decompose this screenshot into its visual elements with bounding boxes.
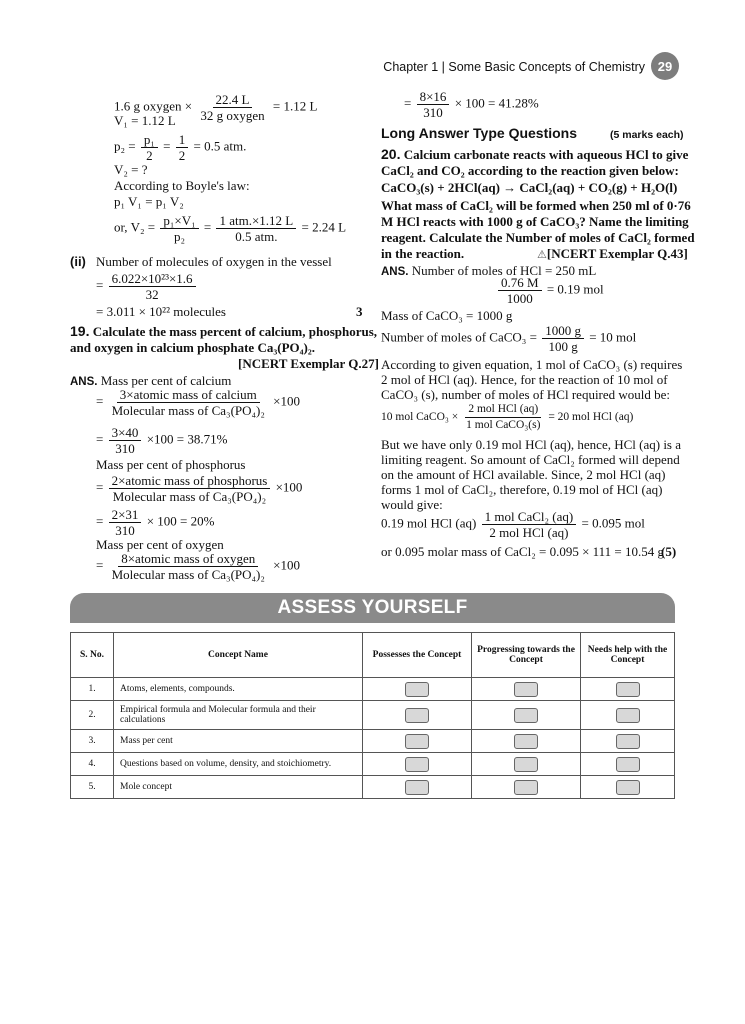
cell-progressing (472, 730, 581, 753)
v1-line: V₁ = 1.12 L (114, 113, 176, 128)
q20-answer: ANS. Number of moles of HCl = 250 mL (381, 263, 597, 278)
boyle-eq: p₁ V₁ = p₁ V₂ (114, 194, 184, 209)
para1-line-2: 2 mol of HCl (aq). Hence, for the reaction of 10 mol of (381, 372, 668, 387)
q19-line-1: 19. Calculate the mass percent of calcium, phosphorus, (70, 323, 378, 339)
or-v2-line: or, V₂ = $\frac{\text{p₁×V₁}}{\text{p₂}}$ = $\frac{\text{1 atm.×1.12 L}}{\text{0.5 atm.}}$ = 2.24 L (114, 213, 347, 244)
table-row (71, 730, 675, 753)
ca-eq-line: = $\frac{\text{3×atomic mass of calcium}}{\text{Molecular mass of Ca₃(PO₄)₂}}$ ×100 (96, 387, 301, 418)
ii-eq-line: = $\frac{\text{6.022×10²³×1.6}}{32}$ (96, 272, 198, 301)
q19-line-2: and oxygen in calcium phosphate Ca₃(PO₄)₂. (70, 340, 315, 355)
col-concept: Concept Name (114, 633, 363, 678)
q20-line-6: reagent. Calculate the Number of moles of CaCl₂ formed (381, 230, 695, 245)
q20-line-7: in the reaction. (381, 246, 465, 261)
cell-progressing (472, 753, 581, 776)
cell-possesses (363, 730, 472, 753)
ca-result-line: = $\frac{3\times 40}{310}$ ×100 = 38.71% (96, 425, 228, 456)
q19-ref: [NCERT Exemplar Q.27] (238, 356, 379, 371)
cacl2-formed-line: 0.19 mol HCl (aq) $\frac{\text{1 mol CaCl₂ (aq)}}{\text{2 mol HCl (aq)}}$ = 0.095 mol (381, 509, 645, 540)
section-marks: (5 marks each) (610, 129, 684, 141)
cell-needs-help (581, 753, 675, 776)
ii-marks: 3 (356, 304, 363, 319)
boyle-text: According to Boyle's law: (114, 178, 250, 193)
col-sno: S. No. (71, 633, 114, 678)
row-sno: 5. (71, 776, 114, 799)
p-eq-line: = $\frac{\text{2×atomic mass of phosphorus}}{\text{Molecular mass of Ca₃(PO₄)₂}}$ ×100 (96, 473, 303, 504)
ii-result: = 3.011 × 10²² molecules (96, 304, 226, 319)
hcl-moles-line: $\frac{0.76 M}{1000}$ = 0.19 mol (496, 276, 604, 305)
needs-help-checkbox[interactable] (616, 780, 640, 795)
cell-needs-help (581, 701, 675, 730)
para2-line-2: limiting reagent. So amount of CaCl₂ formed will depend (381, 452, 680, 467)
cell-progressing (472, 678, 581, 701)
progressing-checkbox[interactable] (514, 734, 538, 749)
progressing-checkbox[interactable] (514, 780, 538, 795)
caco3-moles-line: Number of moles of CaCO₃ = $\frac{1000 g}{100 g}$ = 10 mol (381, 323, 637, 354)
oxygen-result-line: = $\frac{8\times 16}{310}$ × 100 = 41.28% (404, 89, 539, 120)
col-possesses: Possesses the Concept (363, 633, 472, 678)
table-row (71, 776, 675, 799)
q20-ref: ⚠[NCERT Exemplar Q.43] (537, 246, 688, 261)
col-progressing: Progressing towards the Concept (472, 633, 581, 678)
cell-needs-help (581, 730, 675, 753)
cell-progressing (472, 701, 581, 730)
row-sno: 2. (71, 701, 114, 730)
chapter-header: Chapter 1 | Some Basic Concepts of Chemistry (383, 60, 645, 74)
para2-line-4: forms 1 mol of CaCl₂, therefore, 0.19 mol of HCl (aq) (381, 482, 663, 497)
cell-progressing (472, 776, 581, 799)
possesses-checkbox[interactable] (405, 780, 429, 795)
hcl-required-line: 10 mol CaCO₃ × $\frac{\text{2 mol HCl (aq)}}{\text{1 mol CaCO₃(s)}}$ = 20 mol HCl (aq) (381, 403, 634, 431)
progressing-checkbox[interactable] (514, 757, 538, 772)
final-marks: (5) (661, 544, 677, 559)
q20-reaction: CaCO₃(s) + 2HCl(aq) → CaCl₂(aq) + CO₂(g) + H₂O(l) (381, 180, 678, 195)
part-ii-label: (ii) (70, 254, 86, 269)
v2-line: V₂ = ? (114, 162, 148, 177)
table-row (71, 678, 675, 701)
needs-help-checkbox[interactable] (616, 708, 640, 723)
needs-help-checkbox[interactable] (616, 757, 640, 772)
assess-header-row (71, 633, 675, 678)
assess-table (70, 632, 675, 799)
para1-line-3: CaCO₃ (s), number of moles of HCl required would be: (381, 387, 671, 402)
p2-line: p₂ = $\frac{\text{p₁}}{2}$ = $\frac{1}{2}$ = 0.5 atm. (114, 132, 247, 163)
o-title: Mass per cent of oxygen (96, 537, 224, 552)
row-concept: Questions based on volume, density, and stoichiometry. (114, 753, 363, 776)
table-row (71, 753, 675, 776)
table-row (71, 701, 675, 730)
progressing-checkbox[interactable] (514, 682, 538, 697)
o-eq-line: = $\frac{\text{8×atomic mass of oxygen}}{\text{Molecular mass of Ca₃(PO₄)₂}}$ ×100 (96, 551, 301, 582)
mass-caco3: Mass of CaCO₃ = 1000 g (381, 308, 513, 323)
row-concept: Atoms, elements, compounds. (114, 678, 363, 701)
row-concept: Mass per cent (114, 730, 363, 753)
possesses-checkbox[interactable] (405, 708, 429, 723)
cell-needs-help (581, 776, 675, 799)
col-needs-help: Needs help with the Concept (581, 633, 675, 678)
eq-line-1: 1.6 g oxygen × $\frac{22.4 L}{\text{32 g oxygen}}$ = 1.12 L (114, 92, 318, 123)
page-number: 29 (651, 52, 679, 80)
para2-line-5: would give: (381, 497, 443, 512)
q20-line-1: 20. Calcium carbonate reacts with aqueous HCl to give (381, 146, 689, 162)
possesses-checkbox[interactable] (405, 734, 429, 749)
cell-needs-help (581, 678, 675, 701)
needs-help-checkbox[interactable] (616, 682, 640, 697)
final-answer: or 0.095 molar mass of CaCl₂ = 0.095 × 111 = 10.54 g (381, 544, 665, 559)
section-title: Long Answer Type Questions (381, 125, 578, 141)
row-concept: Mole concept (114, 776, 363, 799)
q20-line-5: M HCl reacts with 1000 g of CaCO₃? Name the limiting (381, 214, 689, 229)
part-ii-text: Number of molecules of oxygen in the vessel (96, 254, 332, 269)
cell-possesses (363, 701, 472, 730)
para2-line-1: But we have only 0.19 mol HCl (aq), hence, HCl (aq) is a (381, 437, 682, 452)
p-title: Mass per cent of phosphorus (96, 457, 246, 472)
para2-line-3: on the amount of HCl available. Since, 2 mol HCl (aq) (381, 467, 666, 482)
row-sno: 1. (71, 678, 114, 701)
q20-line-4: What mass of CaCl₂ will be formed when 250 ml of 0·76 (381, 198, 691, 213)
para1-line-1: According to given equation, 1 mol of CaCO₃ (s) requires (381, 357, 683, 372)
row-sno: 4. (71, 753, 114, 776)
warning-icon: ⚠ (537, 249, 547, 261)
possesses-checkbox[interactable] (405, 757, 429, 772)
cell-possesses (363, 753, 472, 776)
cell-possesses (363, 776, 472, 799)
needs-help-checkbox[interactable] (616, 734, 640, 749)
row-sno: 3. (71, 730, 114, 753)
p-result-line: = $\frac{2\times 31}{310}$ × 100 = 20% (96, 507, 215, 538)
q19-answer: ANS. Mass per cent of calcium (70, 373, 232, 388)
assess-banner: ASSESS YOURSELF (70, 593, 675, 623)
progressing-checkbox[interactable] (514, 708, 538, 723)
row-concept: Empirical formula and Molecular formula and their calculations (114, 701, 363, 730)
possesses-checkbox[interactable] (405, 682, 429, 697)
cell-possesses (363, 678, 472, 701)
q20-line-2: CaCl₂ and CO₂ according to the reaction given below: (381, 163, 679, 178)
